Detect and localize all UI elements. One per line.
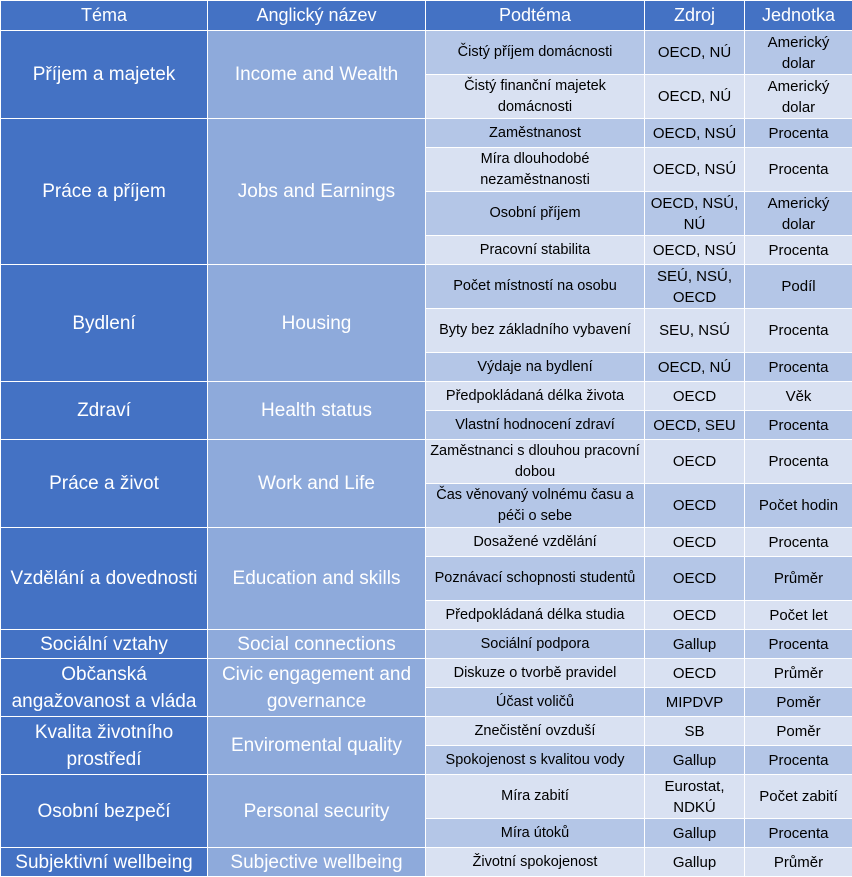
english-name-cell: Education and skills xyxy=(208,528,426,630)
unit-cell: Procenta xyxy=(745,819,852,848)
source-cell: OECD, NÚ xyxy=(645,353,745,382)
source-cell: SEÚ, NSÚ, OECD xyxy=(645,265,745,309)
table-row xyxy=(1,659,852,688)
unit-cell: Poměr xyxy=(745,688,852,717)
subtopic-cell: Výdaje na bydlení xyxy=(426,353,645,382)
english-name-cell: Subjective wellbeing xyxy=(208,848,426,877)
english-name-cell: Income and Wealth xyxy=(208,31,426,119)
unit-cell: Procenta xyxy=(745,630,852,659)
subtopic-cell: Účast voličů xyxy=(426,688,645,717)
subtopic-cell: Vlastní hodnocení zdraví xyxy=(426,411,645,440)
unit-cell: Procenta xyxy=(745,528,852,557)
source-cell: SB xyxy=(645,717,745,746)
topic-cell: Zdraví xyxy=(1,382,208,440)
topic-cell: Sociální vztahy xyxy=(1,630,208,659)
header-source: Zdroj xyxy=(645,1,745,31)
unit-cell: Americký dolar xyxy=(745,192,852,236)
table-row xyxy=(1,630,852,659)
english-name-cell: Civic engagement and governance xyxy=(208,659,426,717)
unit-cell: Procenta xyxy=(745,119,852,148)
source-cell: OECD xyxy=(645,484,745,528)
source-cell: Gallup xyxy=(645,630,745,659)
unit-cell: Procenta xyxy=(745,309,852,353)
table-row xyxy=(1,265,852,309)
topic-cell: Kvalita životního prostředí xyxy=(1,717,208,775)
header-subtopic: Podtéma xyxy=(426,1,645,31)
unit-cell: Procenta xyxy=(745,353,852,382)
source-cell: OECD, NSÚ xyxy=(645,236,745,265)
unit-cell: Počet zabití xyxy=(745,775,852,819)
source-cell: OECD, NÚ xyxy=(645,75,745,119)
unit-cell: Poměr xyxy=(745,717,852,746)
english-name-cell: Enviromental quality xyxy=(208,717,426,775)
subtopic-cell: Míra útoků xyxy=(426,819,645,848)
english-name-cell: Personal security xyxy=(208,775,426,848)
subtopic-cell: Diskuze o tvorbě pravidel xyxy=(426,659,645,688)
table-row xyxy=(1,119,852,148)
english-name-cell: Health status xyxy=(208,382,426,440)
topic-cell: Práce a příjem xyxy=(1,119,208,265)
subtopic-cell: Byty bez základního vybavení xyxy=(426,309,645,353)
subtopic-cell: Předpokládaná délka studia xyxy=(426,601,645,630)
subtopic-cell: Zaměstnanost xyxy=(426,119,645,148)
subtopic-cell: Pracovní stabilita xyxy=(426,236,645,265)
unit-cell: Procenta xyxy=(745,440,852,484)
subtopic-cell: Čistý finanční majetek domácnosti xyxy=(426,75,645,119)
unit-cell: Procenta xyxy=(745,746,852,775)
subtopic-cell: Míra dlouhodobé nezaměstnanosti xyxy=(426,148,645,192)
topic-cell: Vzdělání a dovednosti xyxy=(1,528,208,630)
subtopic-cell: Počet místností na osobu xyxy=(426,265,645,309)
unit-cell: Americký dolar xyxy=(745,75,852,119)
english-name-cell: Housing xyxy=(208,265,426,382)
subtopic-cell: Spokojenost s kvalitou vody xyxy=(426,746,645,775)
unit-cell: Průměr xyxy=(745,848,852,877)
table-row xyxy=(1,528,852,557)
source-cell: MIPDVP xyxy=(645,688,745,717)
header-topic: Téma xyxy=(1,1,208,31)
subtopic-cell: Předpokládaná délka života xyxy=(426,382,645,411)
unit-cell: Procenta xyxy=(745,411,852,440)
english-name-cell: Work and Life xyxy=(208,440,426,528)
unit-cell: Průměr xyxy=(745,557,852,601)
source-cell: Gallup xyxy=(645,746,745,775)
source-cell: OECD xyxy=(645,528,745,557)
header-unit: Jednotka xyxy=(745,1,852,31)
topic-cell: Práce a život xyxy=(1,440,208,528)
subtopic-cell: Poznávací schopnosti studentů xyxy=(426,557,645,601)
unit-cell: Počet hodin xyxy=(745,484,852,528)
table-row xyxy=(1,382,852,411)
subtopic-cell: Zaměstnanci s dlouhou pracovní dobou xyxy=(426,440,645,484)
source-cell: OECD xyxy=(645,440,745,484)
table-row xyxy=(1,31,852,75)
topic-cell: Příjem a majetek xyxy=(1,31,208,119)
subtopic-cell: Znečistění ovzduší xyxy=(426,717,645,746)
source-cell: OECD xyxy=(645,601,745,630)
source-cell: OECD xyxy=(645,382,745,411)
source-cell: Gallup xyxy=(645,819,745,848)
topic-cell: Bydlení xyxy=(1,265,208,382)
table-row xyxy=(1,848,852,877)
unit-cell: Věk xyxy=(745,382,852,411)
header-english-name: Anglický název xyxy=(208,1,426,31)
english-name-cell: Social connections xyxy=(208,630,426,659)
source-cell: Eurostat, NDKÚ xyxy=(645,775,745,819)
source-cell: OECD, NÚ xyxy=(645,31,745,75)
topic-cell: Subjektivní wellbeing xyxy=(1,848,208,877)
subtopic-cell: Životní spokojenost xyxy=(426,848,645,877)
unit-cell: Počet let xyxy=(745,601,852,630)
unit-cell: Průměr xyxy=(745,659,852,688)
source-cell: Gallup xyxy=(645,848,745,877)
source-cell: OECD xyxy=(645,659,745,688)
source-cell: OECD, NSÚ xyxy=(645,119,745,148)
subtopic-cell: Dosažené vzdělání xyxy=(426,528,645,557)
english-name-cell: Jobs and Earnings xyxy=(208,119,426,265)
source-cell: OECD, NSÚ xyxy=(645,148,745,192)
subtopic-cell: Čistý příjem domácnosti xyxy=(426,31,645,75)
table-body xyxy=(1,31,852,877)
header-row xyxy=(1,1,852,31)
table-row xyxy=(1,440,852,484)
subtopic-cell: Čas věnovaný volnému času a péči o sebe xyxy=(426,484,645,528)
source-cell: OECD xyxy=(645,557,745,601)
source-cell: OECD, SEU xyxy=(645,411,745,440)
table-row xyxy=(1,717,852,746)
topic-cell: Občanská angažovanost a vláda xyxy=(1,659,208,717)
unit-cell: Procenta xyxy=(745,236,852,265)
subtopic-cell: Sociální podpora xyxy=(426,630,645,659)
topic-cell: Osobní bezpečí xyxy=(1,775,208,848)
table-row xyxy=(1,775,852,819)
unit-cell: Procenta xyxy=(745,148,852,192)
subtopic-cell: Osobní příjem xyxy=(426,192,645,236)
source-cell: OECD, NSÚ, NÚ xyxy=(645,192,745,236)
unit-cell: Podíl xyxy=(745,265,852,309)
source-cell: SEU, NSÚ xyxy=(645,309,745,353)
unit-cell: Americký dolar xyxy=(745,31,852,75)
subtopic-cell: Míra zabití xyxy=(426,775,645,819)
